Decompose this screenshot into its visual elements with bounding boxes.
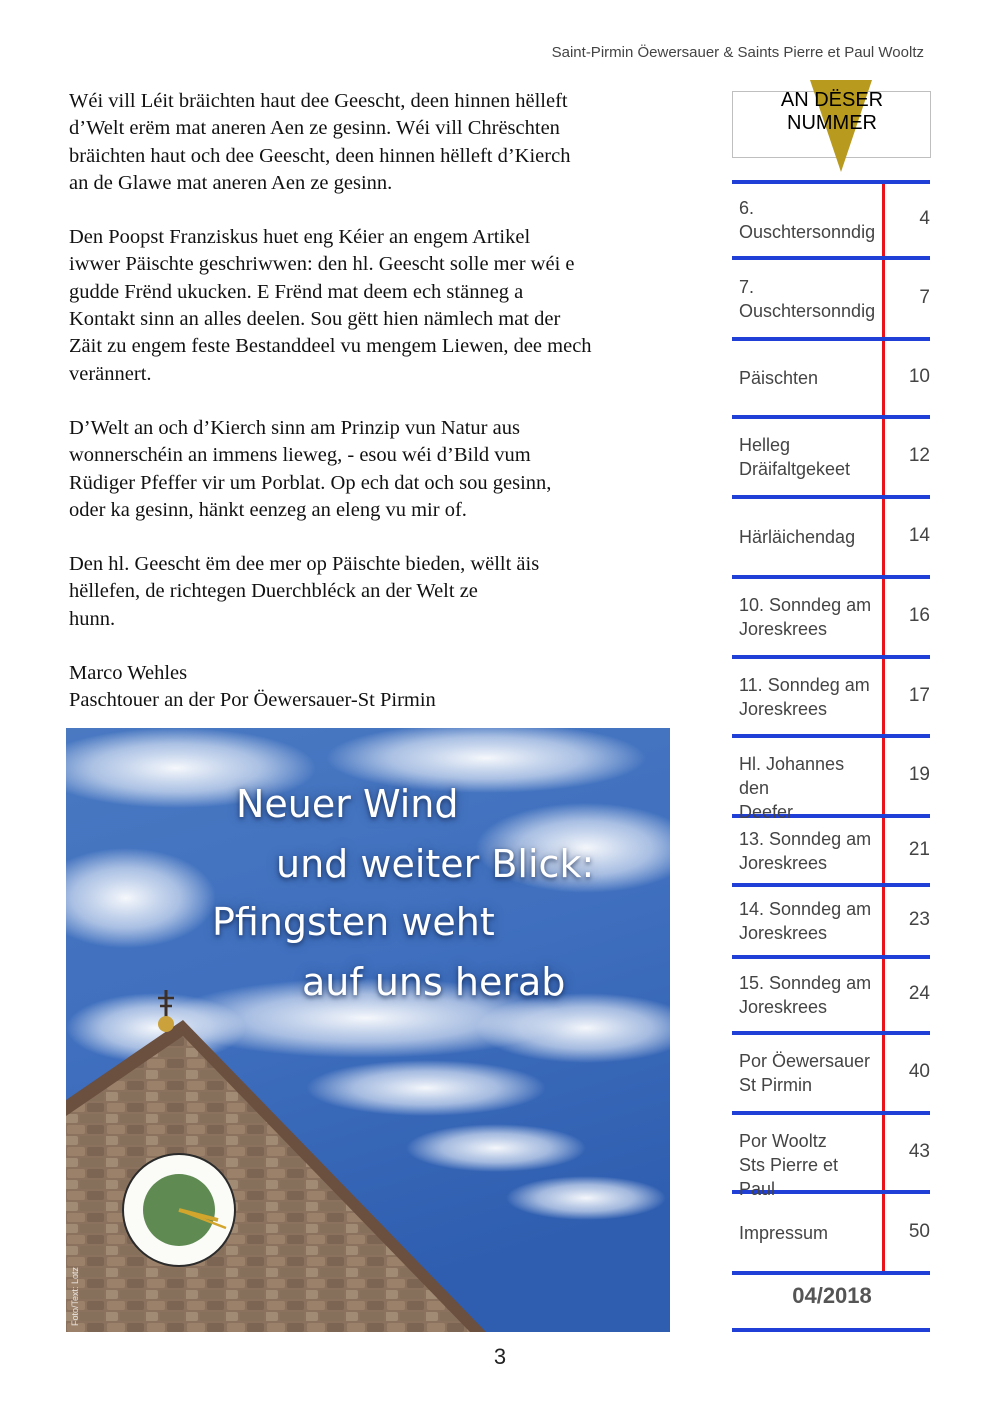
- toc-item-page: 12: [908, 445, 930, 466]
- article-line: bräichten haut och dee Geescht, deen hinnen hëlleft d’Kierch: [69, 144, 571, 167]
- toc-item-page: 21: [908, 838, 930, 860]
- article-paragraph: [69, 551, 709, 633]
- article-line: Kontakt sinn an alles deelen. Sou gëtt hien nämlech mat der: [69, 308, 561, 331]
- toc-item-page: 4: [919, 208, 930, 229]
- toc-heading-line: AN DËSER: [780, 89, 884, 111]
- article-line: Wéi vill Léit bräichten haut dee Geescht, deen hinnen hëlleft: [69, 90, 568, 112]
- signature-role: Paschtouer an der Por Öewersauer-St Pirmin: [69, 689, 436, 712]
- photo-title: [66, 728, 670, 1332]
- toc-item-title-line: 7.: [739, 276, 755, 297]
- toc-item-title-line: Ouschtersonndig: [739, 300, 876, 321]
- toc-item-title: [739, 433, 879, 481]
- article-line: Den Poopst Franziskus huet eng Kéier an engem Artikel: [69, 226, 531, 249]
- toc-item-title-line: Joreskrees: [739, 997, 828, 1017]
- toc-item-title-line: Joreskrees: [739, 852, 828, 873]
- toc-divider: [732, 575, 930, 579]
- article-line: Zäit zu engem feste Bestanddeel vu mengem Liewen, dee mech: [69, 335, 592, 358]
- toc-item-title: [739, 752, 879, 824]
- toc-divider: [732, 1328, 930, 1332]
- toc-item-title-line: Hl. Johannes den: [739, 754, 845, 798]
- toc-item-title: [739, 897, 879, 945]
- toc-item-title: [739, 1221, 879, 1245]
- issue-number: 04/2018: [792, 1283, 872, 1308]
- article-body: [69, 88, 709, 715]
- article-line: Rüdiger Pfeffer vir um Porblat. Op ech dat och sou gesinn,: [69, 471, 552, 494]
- toc-item-title-line: Por Öewersauer: [739, 1051, 871, 1071]
- toc-item-title-line: 10. Sonndeg am: [739, 595, 872, 615]
- article-line: d’Welt erëm mat aneren Aen ze gesinn. Wéi vill Chrëschten: [69, 117, 560, 140]
- toc-item-title-line: Dräifaltgekeet: [739, 459, 851, 479]
- toc-item-title-line: 14. Sonndeg am: [739, 899, 872, 919]
- page-number: 3: [493, 1344, 507, 1369]
- toc-divider: [732, 655, 930, 659]
- toc-item-title-line: Helleg: [739, 435, 791, 455]
- toc-item-page: 7: [919, 286, 930, 308]
- toc-item-title-line: Impressum: [739, 1222, 829, 1243]
- article-line: wonnerschéin an immens lieweg, - esou wéi d’Bild vum: [69, 444, 531, 467]
- toc-divider: [732, 256, 930, 260]
- toc-item-page: 16: [908, 605, 930, 626]
- toc-item-page: 40: [908, 1061, 930, 1082]
- toc-divider: [732, 955, 930, 959]
- article-paragraph: [69, 88, 709, 197]
- toc-item-title-line: Härläichendag: [739, 527, 856, 547]
- toc-item-page: 50: [908, 1220, 930, 1242]
- toc-item-title: [739, 593, 879, 641]
- toc-item-title: [739, 1129, 879, 1201]
- article-line: D’Welt an och d’Kierch sinn am Prinzip vun Natur aus: [69, 416, 520, 439]
- toc-divider: [732, 1031, 930, 1035]
- article-line: oder ka gesinn, hänkt eenzeg an eleng vu mir of.: [69, 498, 467, 521]
- article-paragraph: [69, 224, 709, 388]
- toc-item-page: 10: [908, 366, 930, 387]
- photo-title-line: auf uns herab: [302, 960, 566, 1004]
- toc-item-title: [739, 673, 879, 721]
- toc-item-title: [739, 971, 879, 1019]
- toc-item-title: [739, 1049, 879, 1097]
- signature: [69, 660, 709, 715]
- photo-credit: Foto/Text: Lotz: [70, 1266, 80, 1326]
- toc-item-title-line: 13. Sonndeg am: [739, 828, 872, 849]
- toc-item-title-line: Ouschtersonndig: [739, 222, 876, 242]
- toc-item-title: [739, 196, 879, 244]
- toc-item-page: 23: [908, 909, 930, 930]
- toc-divider: [732, 337, 930, 341]
- toc-item-title-line: Joreskrees: [739, 698, 828, 719]
- photo-title-line: und weiter Blick:: [276, 842, 595, 886]
- toc-red-rule: [882, 182, 885, 1272]
- toc-item-title-line: 15. Sonndeg am: [739, 973, 872, 993]
- toc-item-title-line: Sts Pierre et Paul: [739, 1154, 839, 1199]
- toc-item-title: [739, 275, 879, 323]
- toc-item-title-line: 11. Sonndeg am: [739, 674, 870, 695]
- toc-item-page: 43: [908, 1140, 930, 1162]
- toc-heading: [732, 89, 932, 135]
- toc-item-title-line: 6.: [739, 198, 755, 218]
- toc-item-title-line: Deefer: [739, 802, 794, 822]
- toc-item-title: [739, 525, 879, 549]
- running-header: Saint-Pirmin Öewersauer & Saints Pierre et Paul Wooltz: [551, 44, 924, 61]
- photo-title-line: Neuer Wind: [236, 782, 459, 826]
- article-line: verännert.: [69, 362, 152, 385]
- toc-divider: [732, 1111, 930, 1115]
- toc-heading-line: NUMMER: [787, 112, 877, 134]
- toc-item-page: 19: [908, 764, 930, 785]
- toc-divider: [732, 415, 930, 419]
- toc-item-title: [739, 366, 879, 390]
- toc-divider: [732, 1271, 930, 1275]
- signature-name: Marco Wehles: [69, 662, 188, 685]
- article-line: Den hl. Geescht ëm dee mer op Päischte bieden, wëllt äis: [69, 553, 540, 576]
- toc-item-title-line: Joreskrees: [739, 923, 828, 943]
- toc-divider: [732, 180, 930, 184]
- toc-divider: [732, 734, 930, 738]
- article-line: iwwer Päischte geschriwwen: den hl. Geescht solle mer wéi e: [69, 253, 575, 276]
- photo-title-line: Pfingsten weht: [212, 900, 495, 944]
- toc-item-title-line: Por Wooltz: [739, 1130, 827, 1151]
- toc-item-page: 24: [908, 983, 930, 1004]
- cover-photo: [66, 728, 670, 1332]
- table-of-contents: [732, 80, 932, 1340]
- toc-item-title-line: Joreskrees: [739, 619, 828, 639]
- toc-item-title-line: St Pirmin: [739, 1075, 813, 1095]
- toc-item-title-line: Päischten: [739, 368, 819, 388]
- article-line: hëllefen, de richtegen Duerchbléck an der Welt ze: [69, 580, 478, 603]
- article-paragraph: [69, 415, 709, 524]
- article-line: gudde Frënd ukucken. E Frënd mat deem ech stänneg a: [69, 280, 524, 303]
- toc-divider: [732, 883, 930, 887]
- article-line: an de Glawe mat aneren Aen ze gesinn.: [69, 171, 393, 194]
- toc-divider: [732, 495, 930, 499]
- article-line: hunn.: [69, 607, 116, 630]
- toc-item-page: 14: [908, 525, 930, 546]
- toc-item-page: 17: [908, 684, 930, 706]
- toc-item-title: [739, 827, 879, 875]
